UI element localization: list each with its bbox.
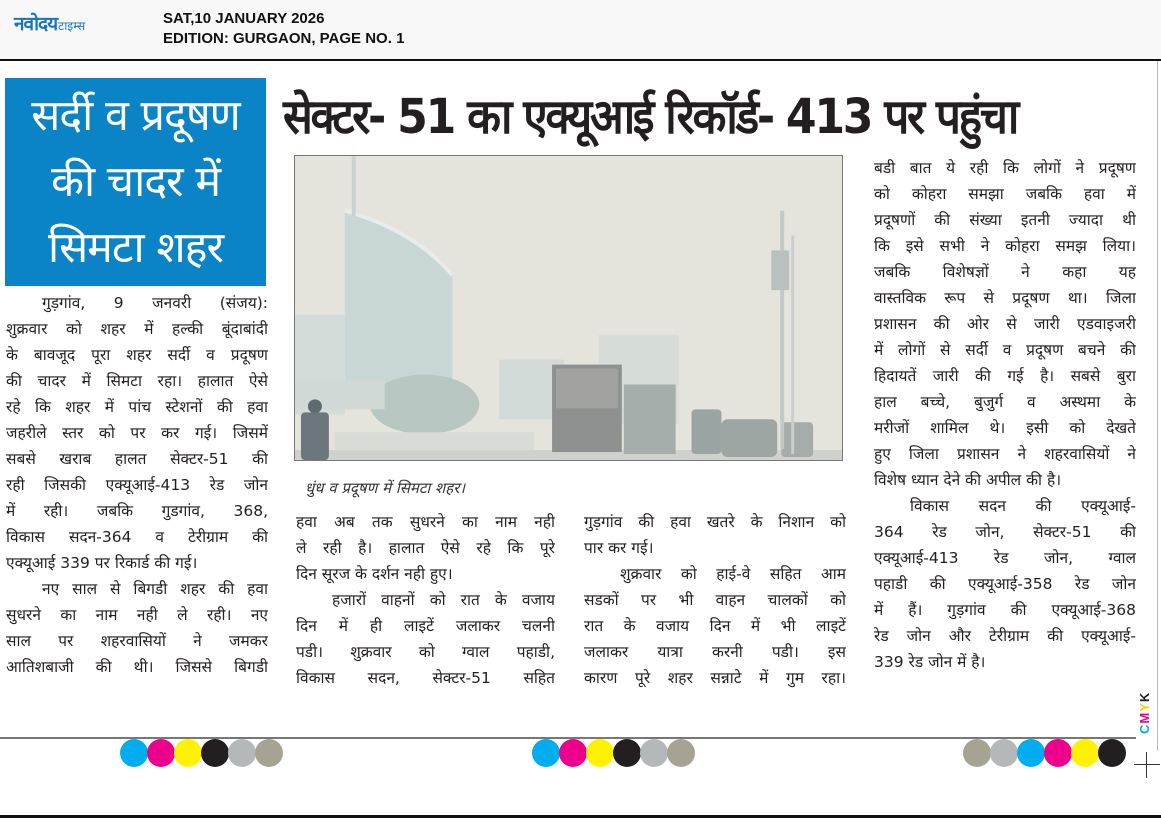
cyan-swatch-icon: [1017, 739, 1045, 767]
article-line: गुड़गांव की हवा खतरे के निशान को: [584, 513, 846, 531]
article-line: हाल बच्चे, बुजुर्ग व अस्थमा के: [874, 393, 1136, 411]
article-line: विकास सदन, सेक्टर-51 सहित: [296, 669, 555, 687]
article-line: रही जिसकी एक्यूआई-413 रेड जोन: [6, 476, 268, 494]
kicker-box: [5, 78, 266, 286]
gray-swatch-icon: [640, 739, 668, 767]
article-line: सबसे खराब हालत सेक्टर-51 की: [6, 450, 268, 468]
article-line: 364 रेड जोन, सेक्टर-51 की: [874, 523, 1136, 541]
khaki-swatch-icon: [667, 739, 695, 767]
article-line: गुड़गांव, 9 जनवरी (संजय):: [42, 294, 268, 312]
color-swatch-group-left: [120, 739, 282, 767]
magenta-swatch-icon: [147, 739, 175, 767]
article-line: प्रदूषणों की संख्या इतनी ज्यादा थी: [874, 211, 1136, 229]
article-line: 339 रेड जोन में है।: [874, 653, 986, 671]
logo-sub-text: टाइम्स: [58, 19, 86, 33]
article-line: के बावजूद पूरा शहर सर्दी व प्रदूषण: [6, 346, 268, 364]
foggy-highway-image: [295, 156, 842, 460]
cmyk-c: C: [1137, 723, 1152, 735]
article-line: कारण पूरे शहर सन्नाटे में गुम रहा।: [584, 669, 846, 687]
gray-swatch-icon: [990, 739, 1018, 767]
edition-info: [163, 9, 404, 49]
article-line: की चादर में सिमटा रहा। हालात ऐसे: [6, 372, 268, 390]
registration-crosshair-icon: [1134, 752, 1160, 778]
article-line: हिदायतें जारी की गई है। सबसे बुरा: [874, 367, 1136, 385]
article-line: रात के वजाय दिन में भी लाइटें: [584, 617, 846, 635]
black-swatch-icon: [1098, 739, 1126, 767]
article-line: में रही। जबकि गुडगांव, 368,: [6, 502, 268, 520]
article-line: एक्यूआई-413 रेड जोन, ग्वाल: [874, 549, 1136, 567]
article-line: जलाकर यात्रा करनी पडी। इस: [584, 643, 846, 661]
article-line: जबकि विशेषज्ञों ने कहा यह: [874, 263, 1136, 281]
headline: सेक्टर- 51 का एक्यूआई रिकॉर्ड- 413 पर पहुंचा: [283, 89, 1018, 145]
article-line: पार कर गई।: [584, 539, 654, 557]
article-column-3: [584, 509, 846, 691]
kicker-line: सिमटा शहर: [47, 223, 224, 273]
article-line: हजारों वाहनों को रात के वजाय: [332, 591, 555, 609]
article-line: नए साल से बिगडी शहर की हवा: [42, 580, 268, 598]
article-line: साल पर शहरवासियों ने जमकर: [6, 632, 268, 650]
cmyk-m: M: [1137, 711, 1152, 724]
article-line: ले रही है। हालात ऐसे रहे कि पूरे: [296, 539, 555, 557]
khaki-swatch-icon: [963, 739, 991, 767]
article-line: दिन सूरज के दर्शन नही हुए।: [296, 565, 453, 583]
edition-line: EDITION: GURGAON, PAGE NO. 1: [163, 30, 405, 47]
article-line: शुक्रवार को शहर में हल्की बूंदाबांदी: [6, 320, 268, 338]
yellow-swatch-icon: [174, 739, 202, 767]
article-line: कि इसे सभी ने कोहरा समझ लिया।: [874, 237, 1136, 255]
cyan-swatch-icon: [532, 739, 560, 767]
logo-main-text: नवोदय: [14, 13, 58, 35]
article-line: पडी। शुक्रवार को ग्वाल पहाडी,: [296, 643, 555, 661]
cyan-swatch-icon: [120, 739, 148, 767]
khaki-swatch-icon: [255, 739, 283, 767]
page-header: [0, 0, 1161, 61]
article-line: में हैं। गुड़गांव की एक्यूआई-368: [874, 601, 1136, 619]
yellow-swatch-icon: [1071, 739, 1099, 767]
article-line: सडकों पर भी वाहन चालकों को: [584, 591, 846, 609]
article-line: में लोगों से सर्दी व प्रदूषण बचने की: [874, 341, 1136, 359]
article-line: विकास सदन-364 व टेरीग्राम की: [6, 528, 268, 546]
news-photo: [294, 155, 843, 461]
article-line: रहे कि शहर में पांच स्टेशनों की हवा: [6, 398, 268, 416]
yellow-swatch-icon: [586, 739, 614, 767]
article-line: रेड जोन और टेरीग्राम की एक्यूआई-: [874, 627, 1136, 645]
article-line: शुक्रवार को हाई-वे सहित आम: [620, 565, 846, 583]
article-line: आतिशबाजी की थी। जिससे बिगडी: [6, 658, 268, 676]
article-line: वास्तविक रूप से प्रदूषण था। जिला: [874, 289, 1136, 307]
black-swatch-icon: [201, 739, 229, 767]
black-swatch-icon: [613, 739, 641, 767]
article-line: दिन में ही लाइटें जलाकर चलनी: [296, 617, 555, 635]
article-line: एक्यूआई 339 पर रिकार्ड की गई।: [6, 554, 198, 572]
date-line: SAT,10 JANUARY 2026: [163, 10, 325, 27]
article-line: सुधरने का नाम नही ले रही। नए: [6, 606, 268, 624]
article-column-2: [296, 509, 555, 691]
article-line: जहरीले स्तर को पर कर गई। जिसमें: [6, 424, 268, 442]
article-line: विशेष ध्यान देने की अपील की है।: [874, 471, 1062, 489]
magenta-swatch-icon: [1044, 739, 1072, 767]
color-swatch-group-center: [532, 739, 694, 767]
newspaper-logo: [14, 10, 85, 36]
kicker-line: की चादर में: [50, 157, 221, 207]
gray-swatch-icon: [228, 739, 256, 767]
cmyk-y: Y: [1137, 702, 1152, 712]
cmyk-registration-label: [1137, 684, 1155, 742]
photo-caption: धुंध व प्रदूषण में सिमटा शहर।: [305, 479, 466, 497]
article-line: बडी बात ये रही कि लोगों ने प्रदूषण: [874, 159, 1136, 177]
magenta-swatch-icon: [559, 739, 587, 767]
article-column-4: [874, 155, 1136, 675]
kicker-line: सर्दी व प्रदूषण: [31, 91, 240, 141]
article-line: मरीजों शामिल थे। इसी को देखते: [874, 419, 1136, 437]
article-line: को कोहरा समझा जबकि हवा में: [874, 185, 1136, 203]
article-line: हवा अब तक सुधरने का नाम नही: [296, 513, 555, 531]
article-line: हुए जिला प्रशासन ने शहरवासियों ने: [874, 445, 1136, 463]
article-line: पहाडी की एक्यूआई-358 रेड जोन: [874, 575, 1136, 593]
article-line: विकास सदन की एक्यूआई-: [910, 497, 1136, 515]
article-line: प्रशासन की ओर से जारी एडवाइजरी: [874, 315, 1136, 333]
article-column-1: [6, 290, 268, 680]
right-margin-rule: [1157, 61, 1158, 751]
color-swatch-group-right: [963, 739, 1125, 767]
cmyk-k: K: [1137, 691, 1152, 703]
